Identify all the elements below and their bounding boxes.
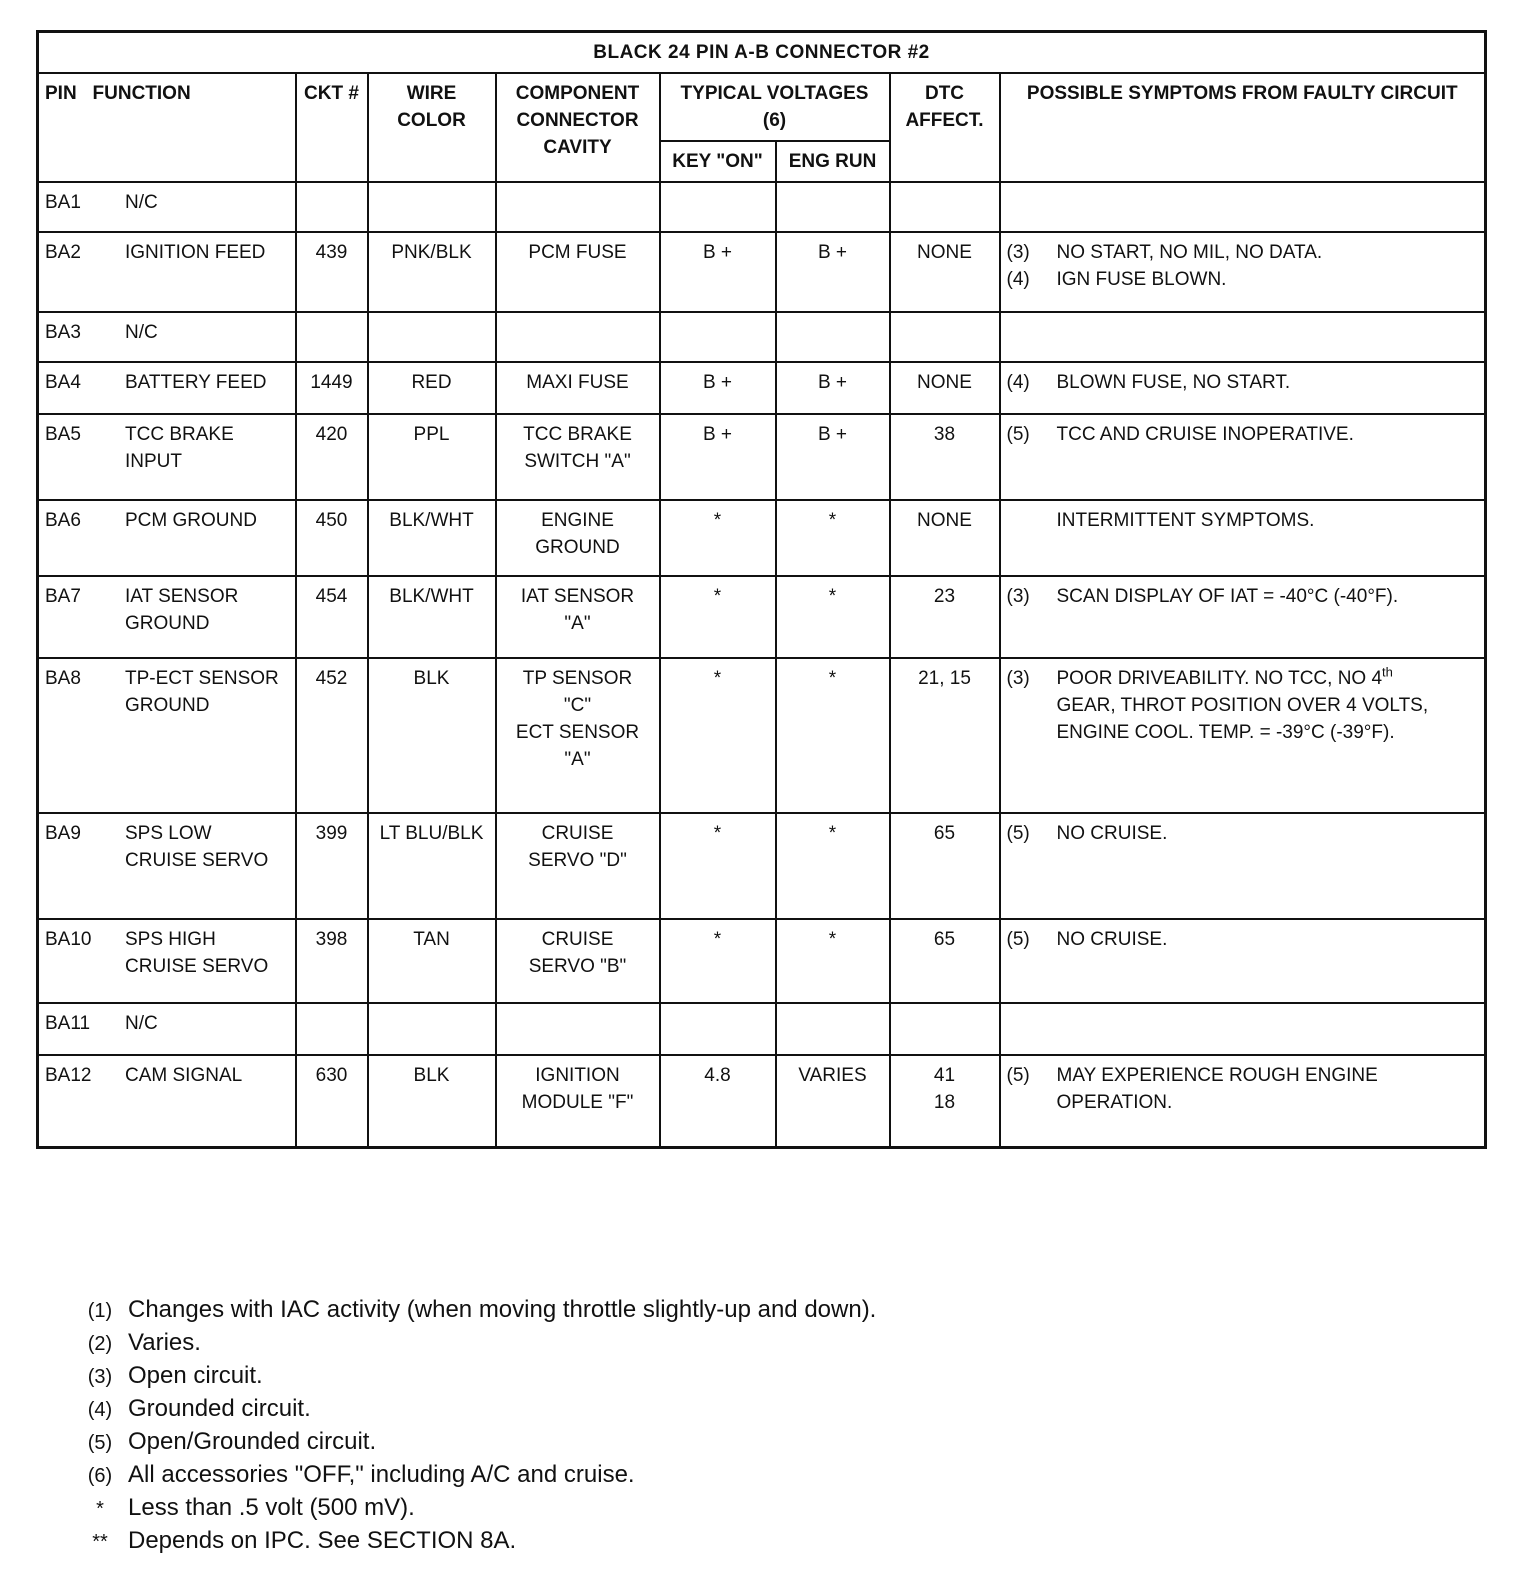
eng-run-voltage: B +	[817, 372, 848, 393]
header-key-on: KEY "ON"	[660, 141, 776, 182]
pin-function-cell	[38, 658, 296, 813]
header-possible-symptoms: POSSIBLE SYMPTOMS FROM FAULTY CIRCUIT	[1000, 73, 1486, 182]
pin-function: SPS LOW CRUISE SERVO	[125, 823, 269, 871]
dtc-code: 38	[933, 424, 956, 445]
symptom-code: (3)	[1006, 242, 1030, 263]
key-on-voltage: *	[713, 586, 722, 607]
eng-run-cell	[776, 500, 890, 576]
symptom-text	[1057, 1062, 1437, 1116]
pin-id: BA6	[45, 510, 81, 531]
wire-color-cell	[368, 576, 496, 658]
pin-id: BA9	[45, 823, 81, 844]
symptom-text	[1057, 820, 1437, 847]
pin-id: BA5	[45, 424, 81, 445]
symptoms-cell	[1000, 414, 1486, 500]
key-on-cell	[660, 232, 776, 312]
pin-function-cell	[38, 813, 296, 919]
wire-color-cell	[368, 232, 496, 312]
dtc-code: NONE	[917, 242, 972, 263]
table-row	[38, 658, 1486, 813]
table-row	[38, 362, 1486, 414]
header-function: FUNCTION	[92, 83, 191, 104]
symptom-code: (5)	[1006, 929, 1030, 950]
dtc-cell	[890, 1003, 1000, 1055]
wire-color: RED	[411, 372, 452, 393]
key-on-voltage: *	[713, 823, 722, 844]
symptom-text-main: BLOWN FUSE, NO START.	[1056, 372, 1291, 393]
eng-run-cell	[776, 414, 890, 500]
eng-run-cell	[776, 919, 890, 1003]
symptom-text	[1057, 926, 1437, 953]
table-row	[38, 576, 1486, 658]
symptom-text-main: SCAN DISPLAY OF IAT = -40°C (-40°F).	[1056, 586, 1399, 607]
eng-run-cell	[776, 182, 890, 232]
dtc-cell	[890, 658, 1000, 813]
eng-run-cell	[776, 1003, 890, 1055]
key-on-cell	[660, 919, 776, 1003]
pin-id: BA1	[45, 192, 81, 213]
footnote-text: Varies.	[128, 1329, 201, 1356]
symptom-line	[1007, 369, 1479, 396]
component-cavity-cell	[496, 1003, 660, 1055]
symptoms-cell	[1000, 919, 1486, 1003]
footnote-mark: (2)	[87, 1333, 113, 1355]
ckt-cell	[296, 576, 368, 658]
eng-run-voltage: *	[828, 929, 837, 950]
footnote	[72, 1459, 876, 1492]
component-line: SERVO "B"	[528, 956, 627, 977]
eng-run-voltage: *	[828, 823, 837, 844]
header-dtc-affect: DTC AFFECT.	[890, 73, 1000, 182]
ckt-number: 630	[315, 1065, 348, 1086]
key-on-voltage: *	[713, 668, 722, 689]
symptom-text	[1057, 266, 1437, 293]
table-row	[38, 1003, 1486, 1055]
pin-id: BA8	[45, 668, 81, 689]
wire-color: BLK	[413, 668, 450, 689]
ckt-number: 399	[315, 823, 348, 844]
key-on-cell	[660, 813, 776, 919]
symptoms-cell	[1000, 182, 1486, 232]
footnote-text: All accessories "OFF," including A/C and cruise.	[128, 1461, 635, 1488]
eng-run-cell	[776, 362, 890, 414]
dtc-cell	[890, 1055, 1000, 1148]
symptom-line	[1007, 665, 1479, 746]
dtc-code: 65	[933, 929, 956, 950]
dtc-cell	[890, 919, 1000, 1003]
wire-color-cell	[368, 182, 496, 232]
pin-function-cell	[38, 312, 296, 362]
component-line: TP SENSOR	[522, 668, 633, 689]
symptoms-cell	[1000, 362, 1486, 414]
table-row	[38, 1055, 1486, 1148]
pin-function-cell	[38, 414, 296, 500]
footnote-text: Open circuit.	[128, 1362, 263, 1389]
pin-function-cell	[38, 1055, 296, 1148]
footnote-mark: (3)	[87, 1366, 113, 1388]
wire-color-cell	[368, 1055, 496, 1148]
symptom-code: (5)	[1006, 823, 1030, 844]
pin-function-cell	[38, 1003, 296, 1055]
symptom-text-main: GEAR, THROT POSITION OVER 4 VOLTS, ENGINE COOL. TEMP. = -39°C (-39°F).	[1056, 695, 1429, 743]
component-line: SERVO "D"	[528, 850, 627, 871]
ckt-number: 1449	[310, 372, 353, 393]
dtc-code: NONE	[917, 372, 972, 393]
component-line: TCC BRAKE	[523, 424, 632, 445]
symptom-line	[1007, 820, 1479, 847]
pin-id: BA12	[45, 1065, 92, 1086]
component-cavity-cell	[496, 576, 660, 658]
symptoms-cell	[1000, 500, 1486, 576]
pin-id: BA10	[45, 929, 92, 950]
wire-color-cell	[368, 362, 496, 414]
symptom-text	[1057, 239, 1437, 266]
symptoms-cell	[1000, 312, 1486, 362]
ckt-cell	[296, 232, 368, 312]
component-cavity-cell	[496, 919, 660, 1003]
component-cavity-cell	[496, 362, 660, 414]
key-on-voltage: 4.8	[704, 1065, 731, 1086]
symptoms-cell	[1000, 1003, 1486, 1055]
symptom-code: (5)	[1006, 424, 1030, 445]
pin-function: IAT SENSOR GROUND	[125, 586, 239, 634]
symptom-code: (4)	[1006, 372, 1030, 393]
component-cavity-cell	[496, 658, 660, 813]
pin-function: PCM GROUND	[125, 510, 257, 531]
component-line: SWITCH "A"	[524, 451, 631, 472]
symptom-line	[1007, 1062, 1479, 1116]
eng-run-cell	[776, 813, 890, 919]
wire-color: PPL	[413, 424, 450, 445]
table-row	[38, 182, 1486, 232]
symptom-text-main: TCC AND CRUISE INOPERATIVE.	[1056, 424, 1354, 445]
component-cavity-cell	[496, 500, 660, 576]
symptom-text-main: NO START, NO MIL, NO DATA.	[1056, 242, 1323, 263]
component-cavity-cell	[496, 813, 660, 919]
header-pin: PIN	[45, 83, 77, 104]
ckt-cell	[296, 362, 368, 414]
symptom-text-pre: POOR DRIVEABILITY. NO TCC, NO 4	[1056, 668, 1383, 689]
footnote	[72, 1525, 876, 1558]
component-line: IGNITION	[535, 1065, 620, 1086]
symptom-text-main: IGN FUSE BLOWN.	[1056, 269, 1227, 290]
footnote	[72, 1327, 876, 1360]
ckt-number: 454	[315, 586, 348, 607]
dtc-cell	[890, 362, 1000, 414]
pin-function-cell	[38, 919, 296, 1003]
pin-id: BA3	[45, 322, 81, 343]
wire-color: BLK/WHT	[389, 510, 474, 531]
ckt-cell	[296, 182, 368, 232]
dtc-cell	[890, 813, 1000, 919]
dtc-cell	[890, 500, 1000, 576]
component-cavity-cell	[496, 312, 660, 362]
superscript: th	[1382, 664, 1393, 680]
component-line: "A"	[564, 749, 591, 770]
wire-color: PNK/BLK	[391, 242, 472, 263]
symptom-text-main: NO CRUISE.	[1056, 823, 1168, 844]
component-line: "A"	[564, 613, 591, 634]
wire-color-cell	[368, 813, 496, 919]
wire-color: TAN	[413, 929, 450, 950]
eng-run-voltage: B +	[817, 242, 848, 263]
eng-run-cell	[776, 232, 890, 312]
pin-id: BA7	[45, 586, 81, 607]
symptom-text	[1057, 369, 1437, 396]
ckt-number: 439	[315, 242, 348, 263]
header-wire-color: WIRE COLOR	[368, 73, 496, 182]
footnote-mark: *	[96, 1498, 104, 1520]
pin-id: BA2	[45, 242, 81, 263]
component-line: MAXI FUSE	[526, 372, 629, 393]
symptoms-cell	[1000, 1055, 1486, 1148]
footnote-text: Changes with IAC activity (when moving throttle slightly-up and down).	[128, 1296, 877, 1323]
footnote	[72, 1492, 876, 1525]
symptom-code: (4)	[1006, 269, 1030, 290]
component-line: PCM FUSE	[528, 242, 627, 263]
connector-sheet	[36, 30, 1484, 1149]
pin-function-cell	[38, 362, 296, 414]
wire-color-cell	[368, 500, 496, 576]
header-typical-voltages: TYPICAL VOLTAGES (6)	[660, 73, 890, 141]
symptom-text	[1057, 583, 1437, 610]
component-line: ENGINE	[541, 510, 614, 531]
table-body	[38, 182, 1486, 1148]
ckt-number: 450	[315, 510, 348, 531]
connector-table	[36, 30, 1487, 1149]
pin-function: TCC BRAKE INPUT	[125, 424, 234, 472]
component-line: CRUISE	[541, 929, 614, 950]
ckt-number: 452	[315, 668, 348, 689]
dtc-code: 18	[933, 1092, 956, 1113]
wire-color-cell	[368, 658, 496, 813]
header-pin-function	[38, 73, 296, 182]
key-on-voltage: B +	[702, 372, 733, 393]
symptom-text-main: INTERMITTENT SYMPTOMS.	[1056, 510, 1315, 531]
dtc-cell	[890, 232, 1000, 312]
ckt-cell	[296, 919, 368, 1003]
pin-id: BA11	[45, 1013, 91, 1034]
wire-color-cell	[368, 919, 496, 1003]
eng-run-voltage: *	[828, 586, 837, 607]
footnotes	[72, 1294, 876, 1558]
table-row	[38, 232, 1486, 312]
eng-run-voltage: B +	[817, 424, 848, 445]
pin-function: N/C	[125, 192, 158, 213]
wire-color: BLK	[413, 1065, 450, 1086]
key-on-cell	[660, 312, 776, 362]
pin-function: N/C	[125, 322, 158, 343]
key-on-cell	[660, 182, 776, 232]
table-row	[38, 919, 1486, 1003]
symptom-line	[1007, 239, 1479, 266]
symptom-text	[1057, 421, 1437, 448]
ckt-cell	[296, 312, 368, 362]
wire-color-cell	[368, 414, 496, 500]
dtc-cell	[890, 414, 1000, 500]
wire-color: BLK/WHT	[389, 586, 474, 607]
symptom-text	[1057, 507, 1437, 534]
pin-function: TP-ECT SENSOR GROUND	[125, 668, 279, 716]
symptom-text-main: MAY EXPERIENCE ROUGH ENGINE OPERATION.	[1056, 1065, 1378, 1113]
footnote-mark: (5)	[87, 1432, 113, 1454]
dtc-code: 65	[933, 823, 956, 844]
symptom-line	[1007, 926, 1479, 953]
eng-run-cell	[776, 312, 890, 362]
footnote	[72, 1360, 876, 1393]
footnote-text: Grounded circuit.	[128, 1395, 311, 1422]
symptoms-cell	[1000, 576, 1486, 658]
symptom-code: (5)	[1006, 1065, 1030, 1086]
header-ckt: CKT #	[296, 73, 368, 182]
component-line: GROUND	[535, 537, 620, 558]
ckt-number: 398	[315, 929, 348, 950]
table-row	[38, 500, 1486, 576]
dtc-code: 21, 15	[918, 668, 971, 689]
component-cavity-cell	[496, 232, 660, 312]
symptom-line	[1007, 266, 1479, 293]
footnote	[72, 1426, 876, 1459]
symptoms-cell	[1000, 658, 1486, 813]
pin-function: SPS HIGH CRUISE SERVO	[125, 929, 269, 977]
pin-function: N/C	[125, 1013, 158, 1034]
eng-run-cell	[776, 1055, 890, 1148]
table-title: BLACK 24 PIN A-B CONNECTOR #2	[38, 32, 1486, 74]
ckt-cell	[296, 414, 368, 500]
key-on-voltage: *	[713, 510, 722, 531]
component-line: "C"	[563, 695, 592, 716]
footnote-text: Depends on IPC. See SECTION 8A.	[128, 1527, 517, 1554]
ckt-cell	[296, 500, 368, 576]
pin-id: BA4	[45, 372, 81, 393]
dtc-cell	[890, 312, 1000, 362]
footnote-mark: (1)	[87, 1300, 113, 1322]
key-on-cell	[660, 658, 776, 813]
component-cavity-cell	[496, 414, 660, 500]
key-on-cell	[660, 414, 776, 500]
pin-function: IGNITION FEED	[125, 242, 266, 263]
symptom-code: (3)	[1006, 668, 1030, 689]
symptom-line	[1007, 421, 1479, 448]
dtc-code: 23	[933, 586, 956, 607]
ckt-cell	[296, 813, 368, 919]
component-line: IAT SENSOR	[520, 586, 635, 607]
key-on-voltage: *	[713, 929, 722, 950]
symptoms-cell	[1000, 232, 1486, 312]
pin-function-cell	[38, 182, 296, 232]
wire-color-cell	[368, 312, 496, 362]
component-line: ECT SENSOR	[515, 722, 640, 743]
key-on-voltage: B +	[702, 424, 733, 445]
symptoms-cell	[1000, 813, 1486, 919]
pin-function-cell	[38, 232, 296, 312]
key-on-cell	[660, 576, 776, 658]
symptom-line	[1007, 507, 1479, 534]
key-on-cell	[660, 500, 776, 576]
wire-color: LT BLU/BLK	[379, 823, 484, 844]
dtc-code: 41	[933, 1065, 956, 1086]
table-row	[38, 813, 1486, 919]
component-line: CRUISE	[541, 823, 614, 844]
footnote-mark: **	[92, 1531, 108, 1553]
pin-function-cell	[38, 500, 296, 576]
eng-run-voltage: VARIES	[798, 1065, 867, 1086]
dtc-code: NONE	[917, 510, 972, 531]
key-on-cell	[660, 362, 776, 414]
eng-run-cell	[776, 658, 890, 813]
key-on-voltage: B +	[702, 242, 733, 263]
table-row	[38, 414, 1486, 500]
eng-run-cell	[776, 576, 890, 658]
footnote-mark: (4)	[87, 1399, 113, 1421]
dtc-cell	[890, 182, 1000, 232]
symptom-line	[1007, 583, 1479, 610]
footnote-mark: (6)	[87, 1465, 113, 1487]
ckt-cell	[296, 1055, 368, 1148]
key-on-cell	[660, 1003, 776, 1055]
header-component-cavity: COMPONENT CONNECTOR CAVITY	[496, 73, 660, 182]
symptom-code: (3)	[1006, 586, 1030, 607]
ckt-cell	[296, 658, 368, 813]
table-row	[38, 312, 1486, 362]
footnote-text: Open/Grounded circuit.	[128, 1428, 377, 1455]
eng-run-voltage: *	[828, 510, 837, 531]
component-cavity-cell	[496, 182, 660, 232]
pin-function: CAM SIGNAL	[125, 1065, 243, 1086]
eng-run-voltage: *	[828, 668, 837, 689]
pin-function: BATTERY FEED	[125, 372, 267, 393]
symptom-text-main: NO CRUISE.	[1056, 929, 1168, 950]
ckt-number: 420	[315, 424, 348, 445]
component-cavity-cell	[496, 1055, 660, 1148]
symptom-text	[1057, 665, 1437, 746]
dtc-cell	[890, 576, 1000, 658]
pin-function-cell	[38, 576, 296, 658]
footnote	[72, 1294, 876, 1327]
footnote-text: Less than .5 volt (500 mV).	[128, 1494, 415, 1521]
wire-color-cell	[368, 1003, 496, 1055]
footnote	[72, 1393, 876, 1426]
key-on-cell	[660, 1055, 776, 1148]
component-line: MODULE "F"	[521, 1092, 634, 1113]
ckt-cell	[296, 1003, 368, 1055]
header-eng-run: ENG RUN	[776, 141, 890, 182]
